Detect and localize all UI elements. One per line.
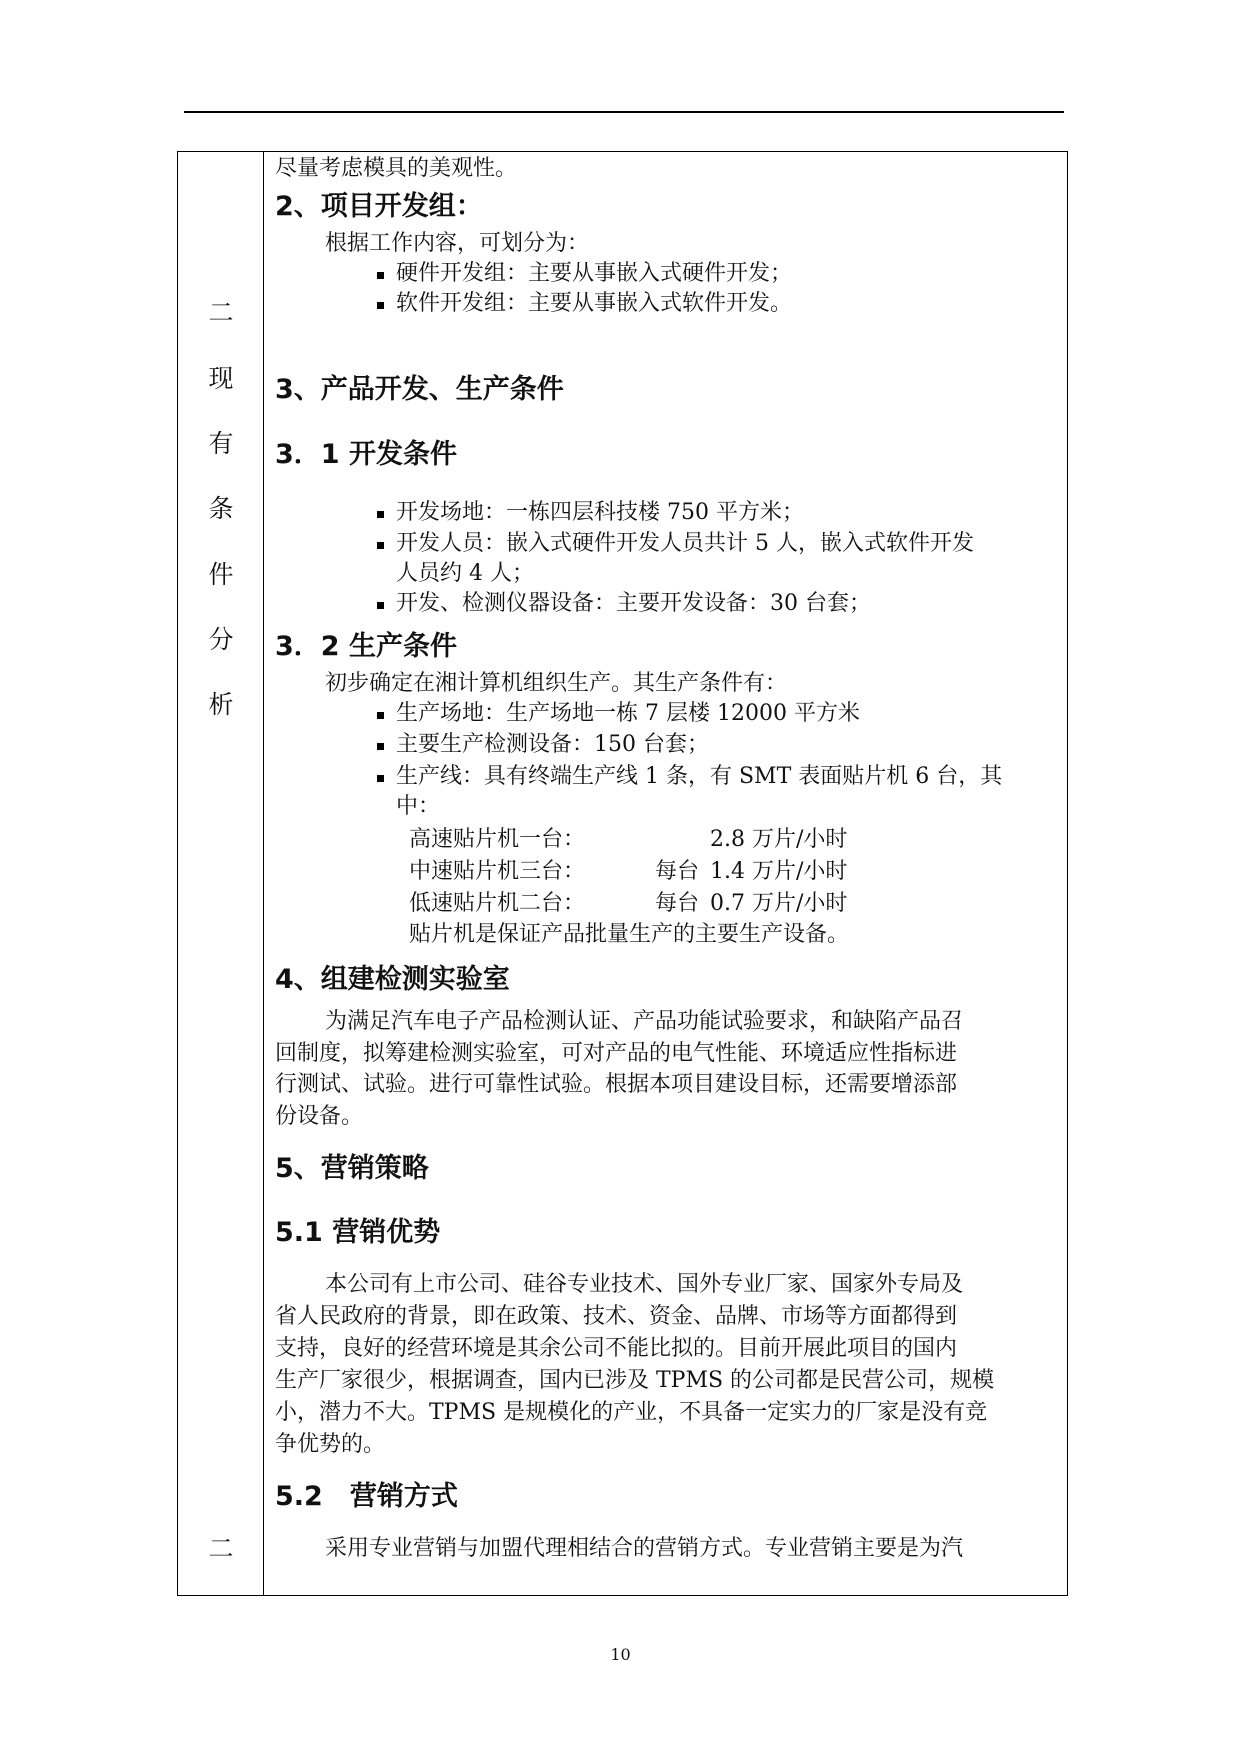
machine-name: 低速贴片机二台：: [409, 891, 586, 916]
bullet-item: 软件开发组：主要从事嵌入式软件开发。: [396, 291, 793, 316]
bullet-marker: [377, 602, 384, 609]
paragraph-line: 为满足汽车电子产品检测认证、产品功能试验要求，和缺陷产品召: [325, 1009, 964, 1034]
bullet-item-continued: 人员约 4 人；: [396, 561, 534, 586]
paragraph-line: 生产厂家很少，根据调查，国内已涉及 TPMS 的公司都是民营公司，规模: [275, 1368, 995, 1393]
heading-5: 5、营销策略: [275, 1153, 429, 1184]
section-char: 条: [208, 494, 234, 523]
section-char: 二: [208, 298, 234, 327]
section-label-column: [178, 152, 264, 1595]
section-char: 析: [208, 690, 234, 719]
heading-2: 2、项目开发组：: [275, 191, 483, 222]
bullet-item: 主要生产检测设备：150 台套；: [396, 732, 709, 757]
paragraph-line: 小，潜力不大。TPMS 是规模化的产业，不具备一定实力的厂家是没有竞: [275, 1400, 988, 1425]
header-rule: [184, 111, 1064, 113]
section-char: 件: [208, 560, 234, 589]
bullet-marker: [377, 302, 384, 309]
paragraph: 初步确定在湘计算机组织生产。其生产条件有：: [325, 671, 788, 696]
bullet-marker: [377, 542, 384, 549]
machine-each: 每台: [655, 859, 700, 884]
machine-name: 中速贴片机三台：: [409, 859, 586, 884]
paragraph-line: 本公司有上市公司、硅谷专业技术、国外专业厂家、国家外专局及: [325, 1272, 964, 1297]
section-char-next: 二: [208, 1534, 234, 1563]
heading-5-2: 5.2 营销方式: [275, 1481, 458, 1512]
bullet-item-continued: 中：: [396, 794, 441, 819]
machine-name: 高速贴片机一台：: [409, 827, 586, 852]
bullet-item: 生产场地：生产场地一栋 7 层楼 12000 平方米: [396, 701, 860, 726]
bullet-marker: [377, 775, 384, 782]
bullet-marker: [377, 743, 384, 750]
section-char: 有: [208, 429, 234, 458]
text-line: 尽量考虑模具的美观性。: [275, 156, 518, 181]
heading-5-1: 5.1 营销优势: [275, 1217, 441, 1248]
paragraph-line: 份设备。: [275, 1104, 364, 1129]
paragraph: 贴片机是保证产品批量生产的主要生产设备。: [409, 922, 850, 947]
heading-3-2: 3．2 生产条件: [275, 631, 457, 662]
bullet-marker: [377, 272, 384, 279]
bullet-item: 开发场地：一栋四层科技楼 750 平方米；: [396, 500, 804, 525]
paragraph-line: 支持，良好的经营环境是其余公司不能比拟的。目前开展此项目的国内: [275, 1336, 958, 1361]
bullet-item: 硬件开发组：主要从事嵌入式硬件开发；: [396, 261, 793, 286]
paragraph-line: 采用专业营销与加盟代理相结合的营销方式。专业营销主要是为汽: [325, 1536, 964, 1561]
heading-3: 3、产品开发、生产条件: [275, 374, 564, 405]
machine-rate: 1.4 万片/小时: [710, 859, 848, 884]
bullet-marker: [377, 511, 384, 518]
page-number: 10: [610, 1645, 631, 1664]
section-char: 现: [208, 364, 234, 393]
heading-4: 4、组建检测实验室: [275, 964, 510, 995]
heading-3-1: 3．1 开发条件: [275, 439, 457, 470]
paragraph-line: 争优势的。: [275, 1432, 386, 1457]
paragraph-line: 行测试、试验。进行可靠性试验。根据本项目建设目标，还需要增添部: [275, 1072, 958, 1097]
machine-each: 每台: [655, 891, 700, 916]
section-char: 分: [208, 625, 234, 654]
bullet-item: 开发人员：嵌入式硬件开发人员共计 5 人，嵌入式软件开发: [396, 531, 974, 556]
bullet-marker: [377, 712, 384, 719]
machine-rate: 2.8 万片/小时: [710, 827, 848, 852]
content-table: [177, 151, 1068, 1596]
bullet-item: 生产线：具有终端生产线 1 条，有 SMT 表面贴片机 6 台，其: [396, 764, 1003, 789]
machine-rate: 0.7 万片/小时: [710, 891, 848, 916]
content-column: [265, 152, 1067, 1595]
paragraph-line: 回制度，拟筹建检测实验室，可对产品的电气性能、环境适应性指标进: [275, 1041, 958, 1066]
bullet-item: 开发、检测仪器设备：主要开发设备：30 台套；: [396, 591, 871, 616]
paragraph: 根据工作内容，可划分为：: [325, 231, 590, 256]
paragraph-line: 省人民政府的背景，即在政策、技术、资金、品牌、市场等方面都得到: [275, 1304, 958, 1329]
